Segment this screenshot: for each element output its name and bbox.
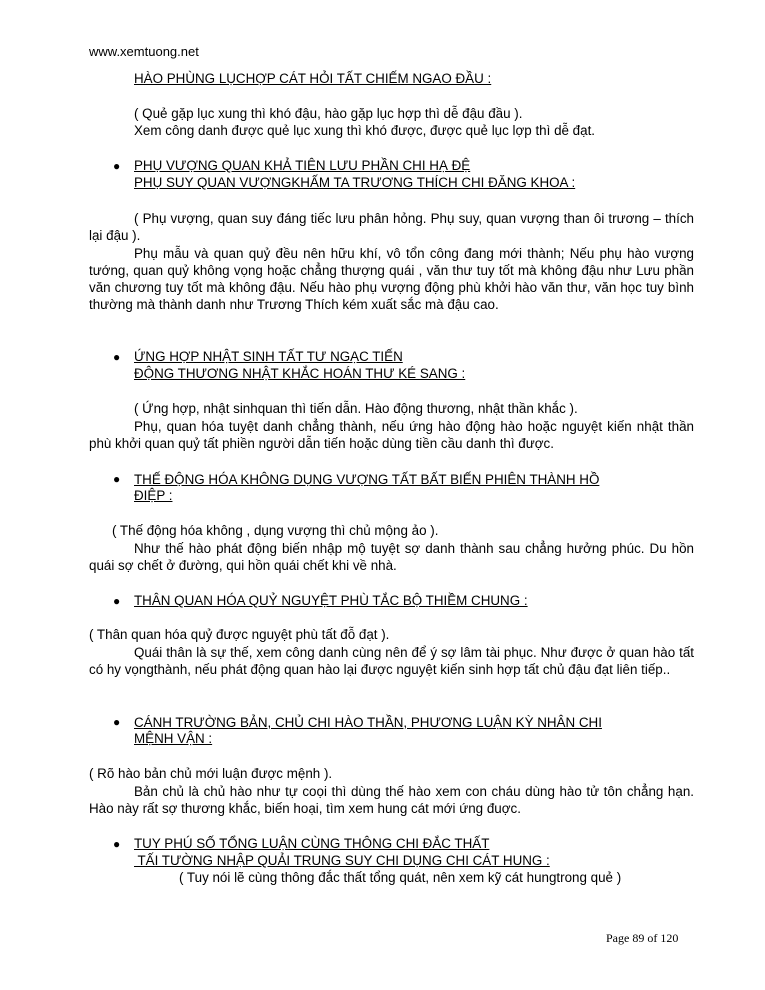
section-heading: PHỤ VƯỢNG QUAN KHẢ TIÊN LƯU PHẦN CHI HẠ ĐỆ — [134, 158, 471, 173]
section-heading: ỨNG HỢP NHẬT SINH TẤT TƯ NGẠC TIẾN — [134, 349, 403, 364]
section-paragraph: Như thế hào phát động biến nhập mộ tuyệt sợ danh thành sau chẳng hưởng phúc. Du hồn quái sợ chết ở đường, qui hồn quái chết khi về nhà. — [89, 541, 694, 573]
section-paragraph: Phụ, quan hóa tuyệt danh chẳng thành, nếu ứng hào động hào hoặc nguyệt kiến nhật thần phù khởi quan quỷ tất phiền người dẫn tiến hoặc dùng tiền cầu danh thì được. — [89, 419, 694, 451]
section-heading: TUY PHÚ SỐ TỔNG LUẬN CÙNG THÔNG CHI ĐẮC THẤT — [134, 836, 490, 851]
page-number: Page 89 of 120 — [606, 931, 679, 945]
section-heading: ĐIỆP : — [134, 488, 173, 503]
section-note: ( Thế động hóa không , dụng vượng thì chủ mộng ảo ). — [112, 523, 439, 538]
section-note: ( Rõ hào bản chủ mới luận được mệnh ). — [89, 766, 333, 781]
section-heading: PHỤ SUY QUAN VƯỢNGKHẤM TA TRƯƠNG THÍCH CHI ĐĂNG KHOA : — [134, 175, 576, 190]
section-paragraph: Phụ mẫu và quan quỷ đều nên hữu khí, vô tổn công đang mới thành; Nếu phụ hào vượng tướng, quan quỷ không vọng hoặc chẳng thượng quái , văn thư tuy tốt mà không đậu như Lưu phần văn chương tuy tốt mà không đậu. Nếu hào phụ vượng động phù khởi hào văn thư, văn học tuy bình thường mà thành danh như Trương Thích kém xuất sắc mà đậu cao. — [89, 246, 694, 312]
section-paragraph: Quái thân là sự thế, xem công danh cùng nên để ý sợ lâm tài phục. Như được ở quan hào tất có hy vọngthành, nếu phát động quan hào lại được nguyệt kiến sinh hợp tất chủ đậu đạt liên tiếp.. — [89, 645, 694, 677]
section-heading: HÀO PHÙNG LỤCHỢP CÁT HỎI TẤT CHIẾM NGAO ĐẦU : — [134, 71, 492, 86]
website-url[interactable]: www.xemtuong.net — [89, 44, 199, 59]
section-heading: THẾ ĐỘNG HÓA KHÔNG DỤNG VƯỢNG TẤT BẤT BIẾN PHIÊN THÀNH HỒ — [134, 472, 600, 487]
section-heading: TẤI TƯỜNG NHẬP QUẢI TRUNG SUY CHI DỤNG CHI CÁT HUNG : — [134, 853, 550, 868]
section-note: ( Quẻ gặp lục xung thì khó đậu, hào gặp lục hợp thì dễ đậu đầu ). — [134, 106, 523, 121]
section-heading: ĐỘNG THƯƠNG NHẬT KHẮC HOÁN THƯ KÉ SANG : — [134, 366, 466, 381]
bullet-icon: ● — [113, 594, 121, 608]
section-note: ( Ứng hợp, nhật sinhquan thì tiến dẫn. Hào động thương, nhật thần khắc ). — [134, 401, 578, 416]
bullet-icon: ● — [113, 715, 121, 729]
section-heading: MỆNH VẬN : — [134, 731, 213, 746]
section-paragraph: Xem công danh được quẻ lục xung thì khó được, được quẻ lục lợp thì dễ đạt. — [134, 123, 596, 138]
section-note: ( Tuy nói lẽ cùng thông đắc thất tổng quát, nên xem kỹ cát hungtrong quẻ ) — [179, 870, 622, 885]
section-paragraph: Bản chủ là chủ hào như tự coọi thì dùng thế hào xem con cháu dùng hào tử tôn chẳng hạn. Hào này rất sợ thương khắc, biến hoại, tìm xem hung cát mới ứng đuợc. — [89, 784, 694, 816]
section-note: ( Thân quan hóa quỷ được nguyệt phù tất đỗ đạt ). — [89, 627, 390, 642]
section-heading: THÂN QUAN HÓA QUỶ NGUYỆT PHÙ TẮC BỘ THIỀM CHUNG : — [134, 593, 528, 608]
bullet-icon: ● — [113, 472, 121, 486]
section-heading: CÁNH TRƯỜNG BẢN, CHỦ CHI HÀO THẦN, PHƯƠNG LUẬN KỲ NHÂN CHI — [134, 715, 602, 730]
bullet-icon: ● — [113, 350, 121, 364]
section-note: ( Phụ vượng, quan suy đáng tiếc lưu phân hỏng. Phụ suy, quan vượng than ôi trương – thích lại đậu ). — [89, 211, 694, 243]
bullet-icon: ● — [113, 159, 121, 173]
bullet-icon: ● — [113, 837, 121, 851]
